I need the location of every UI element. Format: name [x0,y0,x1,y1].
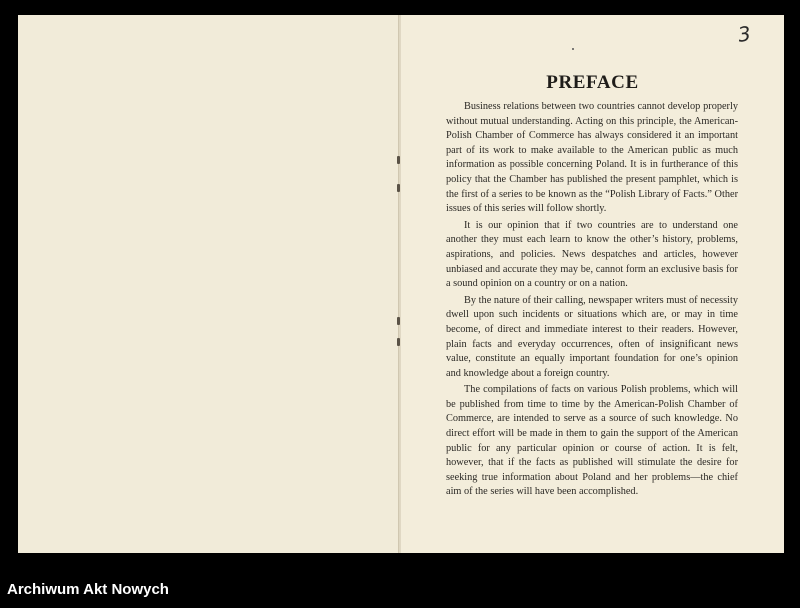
paragraph: It is our opinion that if two countries are to understand one another they must each learn to know the other’s history, problems, aspirations, and policies. News despatches and articles, however unbiased and accurate they may be, cannot form an exclusive basis for a sound opinion on a country or on a nation. [446,219,738,290]
handwritten-page-number: 3 [736,21,753,47]
paragraph: By the nature of their calling, newspaper writers must of necessity dwell upon such incidents or situations which are, or may in time become, of direct and immediate interest to their readers. However, plain facts and everyday occurrences, often of insignificant news value, constitute an equally important foundation for one’s opinion and knowledge about a foreign country. [446,294,738,379]
page-title: PREFACE [546,72,639,93]
staple-mark [397,338,400,346]
staple-mark [397,184,400,192]
staple-mark [397,156,400,164]
paragraph: The compilations of facts on various Polish problems, which will be published from time to time by the American-Polish Chamber of Commerce, are intended to serve as a source of such knowledge. No direct effort will be made in them to gain the support of the American public for any particular opinion or course of action. It is felt, however, that if the facts as published will stimulate the desire for seeking true information about Poland and her problems—the chief aim of the series will have been accomplished. [446,384,738,498]
left-page-blank [18,15,399,553]
staple-mark [397,317,400,325]
archive-footer-bar [0,568,800,608]
ink-speck [572,48,574,50]
paragraph: Business relations between two countries cannot develop properly without mutual understanding. Acting on this principle, the American-Polish Chamber of Commerce has always considered it an important part of its work to make available to the American public as much information as possible concerning Poland. It is in furtherance of this policy that the Chamber has published the present pamphlet, which is the first of a series to be known as the “Polish Library of Facts.” Other issues of this series will follow shortly. [446,101,738,215]
preface-body [446,100,738,502]
archive-label: Archiwum Akt Nowych [7,581,169,598]
